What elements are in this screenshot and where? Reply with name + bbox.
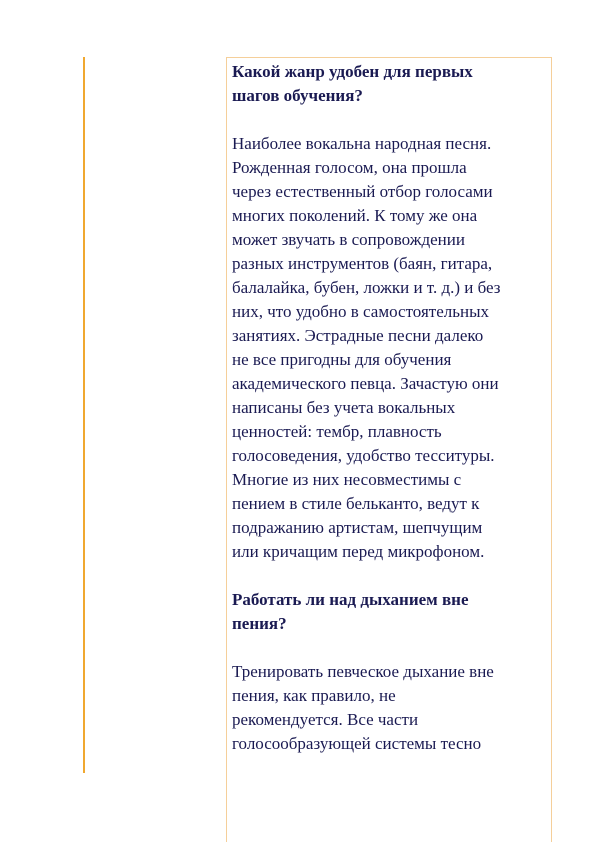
section-genre (232, 60, 562, 564)
body-line: академического певца. Зачастую они (232, 374, 499, 393)
body-line: занятиях. Эстрадные песни далеко (232, 326, 484, 345)
paragraph-spacer (232, 108, 562, 132)
body-line: через естественный отбор голосами (232, 182, 493, 201)
body-line: балалайка, бубен, ложки и т. д.) и без (232, 278, 501, 297)
heading-line: шагов обучения? (232, 86, 363, 105)
left-margin-rule (83, 57, 85, 773)
body-line: Тренировать певческое дыхание вне (232, 662, 494, 681)
section-genre-paragraph (232, 132, 562, 564)
body-line: пением в стиле бельканто, ведут к (232, 494, 480, 513)
body-line: пения, как правило, не (232, 686, 396, 705)
body-line: них, что удобно в самостоятельных (232, 302, 490, 321)
article-content (232, 60, 562, 756)
body-line: Рожденная голосом, она прошла (232, 158, 467, 177)
paragraph-spacer (232, 636, 562, 660)
body-line: может звучать в сопровождении (232, 230, 465, 249)
body-line: Наиболее вокальна народная песня. (232, 134, 492, 153)
body-line: не все пригодны для обучения (232, 350, 452, 369)
body-line: ценностей: тембр, плавность (232, 422, 442, 441)
body-line: голосообразующей системы тесно (232, 734, 482, 753)
section-genre-heading (232, 60, 562, 108)
body-line: или кричащим перед микрофоном. (232, 542, 485, 561)
section-breathing-paragraph (232, 660, 562, 756)
section-breathing (232, 588, 562, 756)
body-line: написаны без учета вокальных (232, 398, 456, 417)
heading-line: пения? (232, 614, 287, 633)
section-breathing-heading (232, 588, 562, 636)
body-line: голосоведения, удобство тесситуры. (232, 446, 495, 465)
heading-line: Работать ли над дыханием вне (232, 590, 469, 609)
body-line: многих поколений. К тому же она (232, 206, 478, 225)
heading-line: Какой жанр удобен для первых (232, 62, 473, 81)
body-line: рекомендуется. Все части (232, 710, 419, 729)
body-line: Многие из них несовместимы с (232, 470, 462, 489)
body-line: разных инструментов (баян, гитара, (232, 254, 493, 273)
section-spacer (232, 564, 562, 588)
body-line: подражанию артистам, шепчущим (232, 518, 483, 537)
